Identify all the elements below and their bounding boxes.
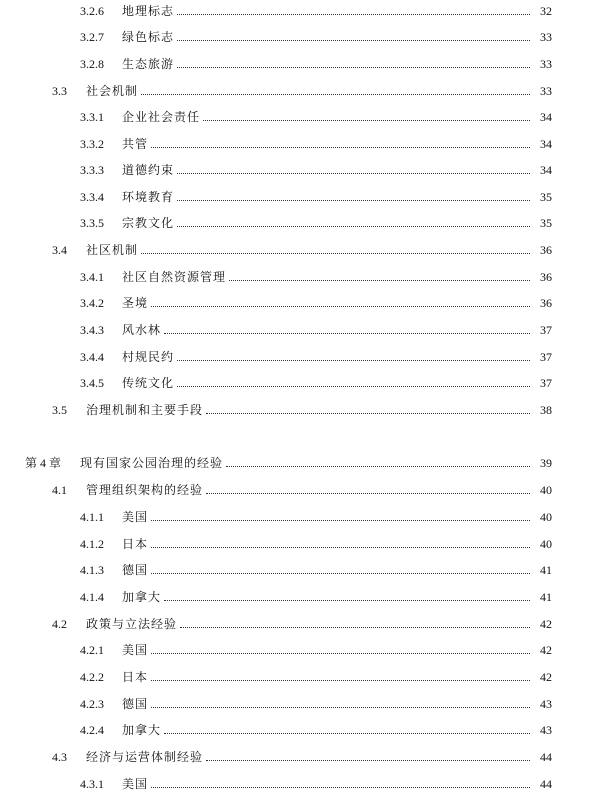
- dot-leader: [177, 359, 530, 361]
- toc-entry-title: 地理标志: [122, 4, 175, 18]
- toc-entry[interactable]: [80, 348, 552, 364]
- toc-entry-page-number: 36: [540, 243, 552, 257]
- toc-entry-page-number: 33: [540, 84, 552, 98]
- toc-entry-title: 圣境: [122, 296, 149, 310]
- toc-entry-number: 4.3: [52, 750, 67, 764]
- toc-entry-page-number: 42: [540, 617, 552, 631]
- toc-entry-title: 生态旅游: [122, 57, 175, 71]
- toc-entry-title: 社会机制: [86, 84, 139, 98]
- dot-leader: [141, 252, 530, 254]
- toc-entry-title: 日本: [122, 670, 149, 684]
- toc-entry[interactable]: [80, 668, 552, 684]
- dot-leader: [177, 385, 530, 387]
- dot-leader: [164, 599, 530, 601]
- toc-entry-title: 治理机制和主要手段: [86, 403, 204, 417]
- toc-entry-number: 3.2.7: [80, 30, 104, 44]
- toc-entry-number: 3.3.4: [80, 190, 104, 204]
- toc-entry[interactable]: [52, 241, 552, 257]
- toc-entry-title: 社区机制: [86, 243, 139, 257]
- toc-entry-number: 3.4.3: [80, 323, 104, 337]
- toc-entry-page-number: 41: [540, 590, 552, 604]
- dot-leader: [151, 546, 530, 548]
- toc-entry-page-number: 40: [540, 510, 552, 524]
- toc-entry[interactable]: [80, 28, 552, 44]
- dot-leader: [180, 626, 530, 628]
- toc-entry-title: 共管: [122, 137, 149, 151]
- toc-entry[interactable]: [80, 268, 552, 284]
- toc-entry-page-number: 34: [540, 110, 552, 124]
- toc-entry-page-number: 37: [540, 323, 552, 337]
- toc-entry-number: 3.3.2: [80, 137, 104, 151]
- toc-entry[interactable]: [80, 561, 552, 577]
- toc-entry-page-number: 43: [540, 697, 552, 711]
- toc-entry-page-number: 42: [540, 670, 552, 684]
- toc-entry-number: 3.3: [52, 84, 67, 98]
- dot-leader: [164, 332, 530, 334]
- toc-entry-title: 美国: [122, 777, 149, 791]
- toc-entry-number: 3.4.4: [80, 350, 104, 364]
- toc-entry[interactable]: [80, 535, 552, 551]
- toc-entry-title: 日本: [122, 537, 149, 551]
- toc-entry[interactable]: [80, 508, 552, 524]
- toc-entry-number: 4.2.2: [80, 670, 104, 684]
- dot-leader: [177, 199, 530, 201]
- toc-entry-number: 3.4.5: [80, 376, 104, 390]
- toc-entry-page-number: 37: [540, 376, 552, 390]
- toc-entry-title: 企业社会责任: [122, 110, 201, 124]
- toc-entry-number: 3.4.2: [80, 296, 104, 310]
- toc-entry[interactable]: [80, 588, 552, 604]
- dot-leader: [151, 572, 530, 574]
- toc-entry-number: 3.2.8: [80, 57, 104, 71]
- toc-entry[interactable]: [80, 641, 552, 657]
- toc-entry-number: 3.4: [52, 243, 67, 257]
- toc-entry[interactable]: [52, 615, 552, 631]
- toc-entry-page-number: 36: [540, 270, 552, 284]
- toc-entry-number: 3.3.5: [80, 216, 104, 230]
- toc-entry-page-number: 36: [540, 296, 552, 310]
- toc-entry-number: 4.2.1: [80, 643, 104, 657]
- toc-entry-page-number: 37: [540, 350, 552, 364]
- toc-entry[interactable]: [80, 321, 552, 337]
- toc-entry-number: 3.3.1: [80, 110, 104, 124]
- toc-entry-page-number: 34: [540, 163, 552, 177]
- toc-entry-title: 环境教育: [122, 190, 175, 204]
- toc-entry-page-number: 33: [540, 57, 552, 71]
- toc-entry-number: 4.2.4: [80, 723, 104, 737]
- toc-entry[interactable]: [52, 748, 552, 764]
- toc-entry-number: 4.1.4: [80, 590, 104, 604]
- toc-entry-page-number: 44: [540, 750, 552, 764]
- dot-leader: [151, 786, 530, 788]
- toc-entry-page-number: 33: [540, 30, 552, 44]
- toc-entry-page-number: 43: [540, 723, 552, 737]
- dot-leader: [177, 172, 530, 174]
- dot-leader: [203, 119, 530, 121]
- toc-entry-title: 宗教文化: [122, 216, 175, 230]
- toc-entry[interactable]: [80, 374, 552, 390]
- toc-entry-title: 加拿大: [122, 723, 162, 737]
- toc-entry[interactable]: [52, 82, 552, 98]
- toc-entry-page-number: 41: [540, 563, 552, 577]
- dot-leader: [151, 652, 530, 654]
- toc-entry-number: 4.3.1: [80, 777, 104, 791]
- dot-leader: [177, 39, 530, 41]
- toc-entry-title: 美国: [122, 643, 149, 657]
- toc-entry-title: 加拿大: [122, 590, 162, 604]
- toc-entry-number: 第 4 章: [25, 456, 62, 470]
- toc-entry[interactable]: [25, 454, 552, 470]
- toc-entry-page-number: 35: [540, 190, 552, 204]
- toc-entry-title: 传统文化: [122, 376, 175, 390]
- toc-entry-page-number: 34: [540, 137, 552, 151]
- dot-leader: [206, 412, 530, 414]
- dot-leader: [151, 706, 530, 708]
- toc-entry-page-number: 42: [540, 643, 552, 657]
- toc-entry[interactable]: [80, 161, 552, 177]
- toc-entry-number: 3.5: [52, 403, 67, 417]
- dot-leader: [229, 279, 530, 281]
- toc-entry-title: 社区自然资源管理: [122, 270, 227, 284]
- dot-leader: [206, 759, 530, 761]
- toc-entry-title: 美国: [122, 510, 149, 524]
- toc-entry-number: 3.2.6: [80, 4, 104, 18]
- toc-entry[interactable]: [80, 214, 552, 230]
- toc-entry[interactable]: [52, 401, 552, 417]
- toc-entry-title: 经济与运营体制经验: [86, 750, 204, 764]
- toc-entry-title: 德国: [122, 563, 149, 577]
- toc-entry-number: 4.2: [52, 617, 67, 631]
- toc-entry-title: 绿色标志: [122, 30, 175, 44]
- dot-leader: [177, 225, 530, 227]
- dot-leader: [151, 679, 530, 681]
- dot-leader: [226, 465, 530, 467]
- toc-entry-page-number: 39: [540, 456, 552, 470]
- dot-leader: [141, 93, 530, 95]
- toc-entry-number: 4.1.3: [80, 563, 104, 577]
- toc-entry-number: 4.1: [52, 483, 67, 497]
- toc-entry-number: 3.3.3: [80, 163, 104, 177]
- toc-entry-number: 3.4.1: [80, 270, 104, 284]
- toc-entry[interactable]: [80, 108, 552, 124]
- toc-entry[interactable]: [80, 55, 552, 71]
- dot-leader: [177, 66, 530, 68]
- dot-leader: [206, 492, 530, 494]
- dot-leader: [151, 146, 530, 148]
- toc-entry[interactable]: [80, 294, 552, 310]
- toc-entry-page-number: 40: [540, 537, 552, 551]
- toc-entry-title: 德国: [122, 697, 149, 711]
- toc-entry-page-number: 40: [540, 483, 552, 497]
- toc-entry[interactable]: [80, 135, 552, 151]
- toc-entry-title: 村规民约: [122, 350, 175, 364]
- toc-entry-page-number: 38: [540, 403, 552, 417]
- toc-entry-title: 道德约束: [122, 163, 175, 177]
- toc-entry-page-number: 35: [540, 216, 552, 230]
- toc-entry-page-number: 32: [540, 4, 552, 18]
- toc-entry[interactable]: [80, 188, 552, 204]
- toc-entry[interactable]: [80, 721, 552, 737]
- toc-entry[interactable]: [80, 2, 552, 18]
- dot-leader: [151, 305, 530, 307]
- toc-entry-title: 风水林: [122, 323, 162, 337]
- toc-entry-number: 4.1.1: [80, 510, 104, 524]
- toc-entry-title: 管理组织架构的经验: [86, 483, 204, 497]
- toc-entry[interactable]: [52, 481, 552, 497]
- dot-leader: [151, 519, 530, 521]
- dot-leader: [164, 732, 530, 734]
- toc-entry-page-number: 44: [540, 777, 552, 791]
- toc-entry-number: 4.1.2: [80, 537, 104, 551]
- toc-entry[interactable]: [80, 695, 552, 711]
- dot-leader: [177, 13, 530, 15]
- toc-entry-title: 现有国家公园治理的经验: [80, 456, 224, 470]
- toc-entry[interactable]: [80, 775, 552, 791]
- toc-entry-number: 4.2.3: [80, 697, 104, 711]
- toc-entry-title: 政策与立法经验: [86, 617, 178, 631]
